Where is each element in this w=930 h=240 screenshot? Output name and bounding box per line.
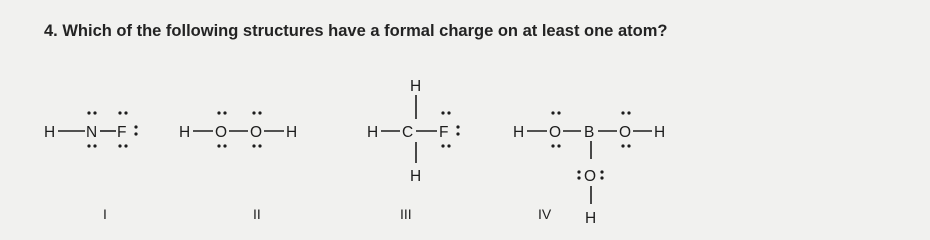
lone-pair-dot	[258, 144, 261, 147]
atom-o: O	[584, 168, 597, 185]
lone-pair-dot	[627, 144, 630, 147]
lone-pair-dot	[252, 111, 255, 114]
lone-pair-dot	[600, 176, 603, 179]
structure-ii	[179, 111, 297, 222]
structure-label: II	[253, 206, 261, 222]
atom-h: H	[367, 124, 379, 141]
lone-pair-dot	[118, 144, 121, 147]
lone-pair-dot	[258, 111, 261, 114]
lone-pair-dot	[223, 144, 226, 147]
atom-h: H	[513, 124, 525, 141]
lone-pair-dot	[93, 144, 96, 147]
atom-h: H	[410, 168, 422, 185]
lone-pair-dot	[621, 144, 624, 147]
lone-pair-dot	[551, 111, 554, 114]
lone-pair-dot	[627, 111, 630, 114]
structure-iii	[367, 78, 460, 222]
lone-pair-dot	[252, 144, 255, 147]
lone-pair-dot	[577, 176, 580, 179]
atom-o: O	[619, 124, 632, 141]
lone-pair-dot	[124, 111, 127, 114]
structure-label: III	[400, 206, 412, 222]
structure-label: I	[103, 206, 107, 222]
atom-h: H	[654, 124, 666, 141]
lone-pair-dot	[217, 111, 220, 114]
atom-h: H	[44, 124, 56, 141]
structure-iv	[513, 111, 665, 227]
lone-pair-dot	[118, 111, 121, 114]
atom-h: H	[179, 124, 191, 141]
structure-label: IV	[538, 206, 552, 222]
lone-pair-dot	[441, 144, 444, 147]
atom-o: O	[549, 124, 562, 141]
atom-h: H	[286, 124, 298, 141]
atom-h: H	[410, 78, 422, 95]
atom-c: C	[402, 124, 414, 141]
lone-pair-dot	[600, 170, 603, 173]
lone-pair-dot	[217, 144, 220, 147]
atom-o: O	[215, 124, 228, 141]
atom-b: B	[584, 124, 595, 141]
lone-pair-dot	[134, 132, 137, 135]
lone-pair-dot	[577, 170, 580, 173]
atom-f: F	[117, 124, 127, 141]
lone-pair-dot	[223, 111, 226, 114]
structure-i	[44, 111, 138, 222]
lone-pair-dot	[456, 132, 459, 135]
lone-pair-dot	[124, 144, 127, 147]
atom-o: O	[250, 124, 263, 141]
lone-pair-dot	[447, 111, 450, 114]
lone-pair-dot	[456, 125, 459, 128]
lone-pair-dot	[87, 111, 90, 114]
lone-pair-dot	[557, 144, 560, 147]
atom-n: N	[86, 124, 98, 141]
lone-pair-dot	[557, 111, 560, 114]
lone-pair-dot	[621, 111, 624, 114]
atom-f: F	[439, 124, 449, 141]
question-text: 4. Which of the following structures have a formal charge on at least one atom?	[44, 22, 668, 40]
lone-pair-dot	[87, 144, 90, 147]
lone-pair-dot	[551, 144, 554, 147]
lone-pair-dot	[93, 111, 96, 114]
lone-pair-dot	[134, 125, 137, 128]
lone-pair-dot	[447, 144, 450, 147]
atom-h: H	[585, 210, 597, 227]
lone-pair-dot	[441, 111, 444, 114]
